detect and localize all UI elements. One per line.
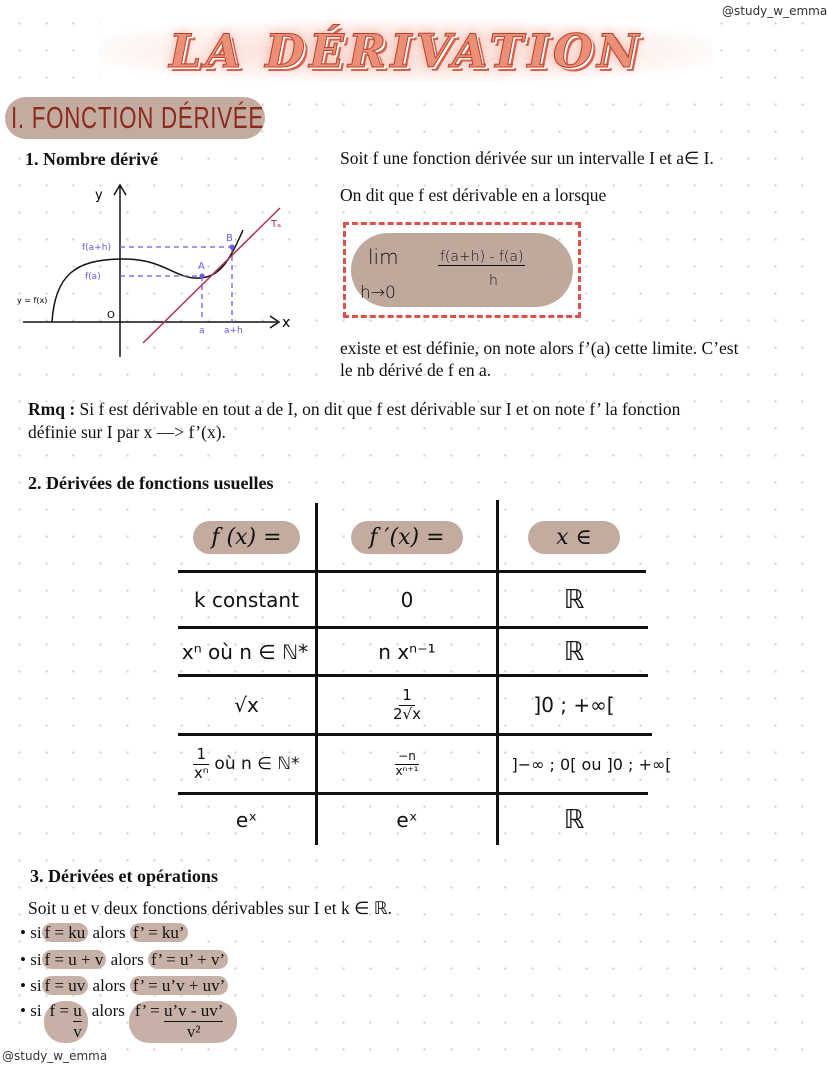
table-cell: √x (234, 693, 259, 717)
section3-heading: 3. Dérivées et opérations (30, 866, 218, 886)
table-cell: 0 (400, 587, 414, 612)
subheading-nombre-derive: 1. Nombre dérivé (25, 149, 159, 169)
section1-heading-text: I. FONCTION DÉRIVÉE (11, 100, 265, 135)
list-item: • si f = ku alors f’ = ku’ (20, 923, 188, 943)
table-header-f: f (x) = (178, 505, 315, 570)
table-cell: $\frac{1}{2√x}$ (393, 686, 421, 723)
table-cell: k constant (194, 587, 299, 612)
fah-label: f(a+h) (82, 243, 111, 253)
point-b-mark (230, 245, 235, 250)
point-a-label: A (198, 261, 205, 272)
x-label: x (282, 315, 291, 331)
y-label: y (95, 188, 103, 203)
section1-heading (5, 97, 265, 139)
table-cell: $\frac{-n}{\text{xⁿ⁺¹}}$ (395, 748, 419, 778)
list-item: • si f = u + v alors f’ = u’ + v’ (20, 950, 228, 970)
lim-text: lim (368, 245, 399, 269)
after-text-2: le nb dérivé de f en a. (340, 360, 492, 380)
list-item: • si f = $\frac{u}{v}$ alors f’ = $\frac{u’v - uv’}{\text{v²}}$ (20, 1001, 237, 1043)
intro-text: Soit f une fonction dérivée sur un intervalle I et a∈ I. (340, 148, 714, 168)
after-text-1: existe et est définie, on note alors f’(a) cette limite. C’est (340, 338, 739, 358)
table-header-domain: x ∈ (499, 505, 649, 570)
watermark-top: @study_w_emma (722, 4, 828, 18)
limit-box (343, 222, 581, 318)
title-banner (100, 20, 712, 82)
tangent-graph (15, 175, 305, 360)
remark-line-1 (28, 399, 680, 420)
a-label: a (199, 326, 205, 336)
list-item: • si f = uv alors f’ = u’v + uv’ (20, 976, 228, 996)
point-a-mark (200, 274, 205, 279)
table-header-fprime: f ′(x) = (318, 505, 496, 570)
section2-heading: 2. Dérivées de fonctions usuelles (28, 473, 274, 493)
table-cell: xⁿ où n ∈ ℕ* (181, 639, 309, 664)
table-cell: n xⁿ⁻¹ (378, 639, 436, 664)
point-b-label: B (226, 233, 233, 244)
watermark-bottom: @study_w_emma (2, 1049, 108, 1063)
table-cell: ℝ (563, 805, 585, 835)
table-cell: ℝ (563, 584, 585, 615)
curve-label: y = f(x) (17, 296, 48, 305)
ah-label: a+h (224, 326, 243, 336)
limit-numerator: f(a+h) - f(a) (440, 249, 524, 265)
table-cell: ℝ (563, 636, 585, 667)
remark-line-2: définie sur I par x —> f’(x). (28, 422, 226, 442)
table-cell: ]0 ; +∞[ (533, 693, 615, 717)
limit-denominator: h (489, 273, 498, 289)
tangent-label: Tₐ (271, 219, 282, 230)
lim-under: h→0 (360, 283, 396, 303)
remark-text: Si f est dérivable en tout a de I, on dit que f est dérivable sur I et on note f’ la fonction (75, 399, 681, 419)
table-cell: eˣ (396, 808, 418, 832)
intro-text-2: On dit que f est dérivable en a lorsque (340, 185, 607, 205)
page-title: LA DÉRIVATION (169, 24, 643, 78)
origin-label: O (107, 310, 115, 321)
table-cell: eˣ (235, 808, 258, 832)
section3-intro: Soit u et v deux fonctions dérivables sur I et k ∈ ℝ. (28, 898, 392, 918)
table-cell: $\frac{1}{\text{xⁿ}}$ où n ∈ ℕ* (193, 745, 300, 782)
table-cell: ]−∞ ; 0[ ou ]0 ; +∞[ (511, 754, 672, 774)
remark-label: Rmq : (28, 399, 76, 419)
fa-label: f(a) (85, 272, 101, 282)
